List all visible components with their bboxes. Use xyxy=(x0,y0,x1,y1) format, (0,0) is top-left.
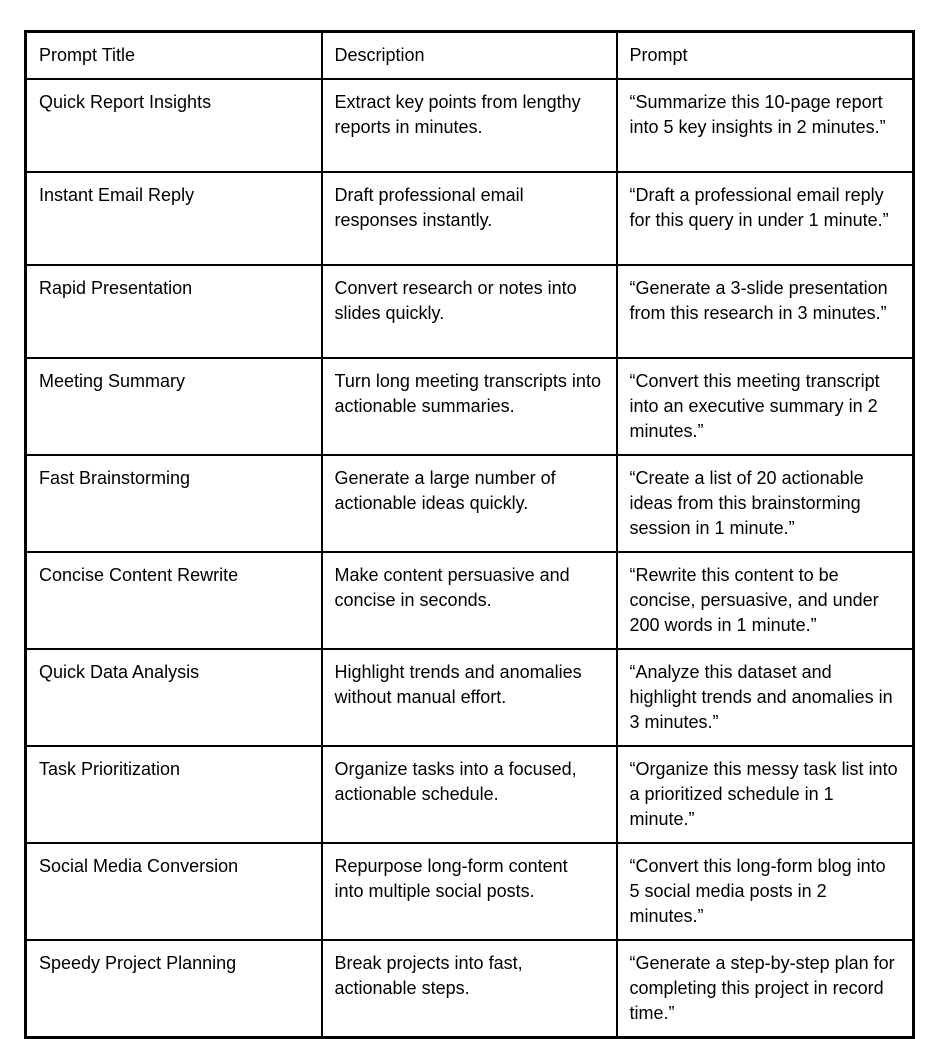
table-row xyxy=(26,79,914,172)
table-row xyxy=(26,649,914,746)
cell-prompt-title: Fast Brainstorming xyxy=(26,455,322,552)
cell-description: Highlight trends and anomalies without manual effort. xyxy=(322,649,617,746)
cell-description: Repurpose long-form content into multiple social posts. xyxy=(322,843,617,940)
cell-prompt-title: Social Media Conversion xyxy=(26,843,322,940)
cell-prompt: “Rewrite this content to be concise, persuasive, and under 200 words in 1 minute.” xyxy=(617,552,914,649)
cell-prompt: “Convert this meeting transcript into an executive summary in 2 minutes.” xyxy=(617,358,914,455)
cell-prompt: “Generate a 3-slide presentation from this research in 3 minutes.” xyxy=(617,265,914,358)
column-header-prompt-title: Prompt Title xyxy=(26,32,322,80)
cell-prompt-title: Instant Email Reply xyxy=(26,172,322,265)
cell-description: Turn long meeting transcripts into actionable summaries. xyxy=(322,358,617,455)
cell-prompt-title: Quick Report Insights xyxy=(26,79,322,172)
table-row xyxy=(26,843,914,940)
cell-prompt-title: Concise Content Rewrite xyxy=(26,552,322,649)
header-row xyxy=(26,32,914,80)
table-row xyxy=(26,552,914,649)
cell-prompt: “Analyze this dataset and highlight trends and anomalies in 3 minutes.” xyxy=(617,649,914,746)
cell-prompt: “Generate a step-by-step plan for completing this project in record time.” xyxy=(617,940,914,1038)
cell-prompt-title: Rapid Presentation xyxy=(26,265,322,358)
cell-prompt: “Convert this long-form blog into 5 social media posts in 2 minutes.” xyxy=(617,843,914,940)
cell-prompt: “Draft a professional email reply for this query in under 1 minute.” xyxy=(617,172,914,265)
prompt-table xyxy=(24,30,915,1039)
table-body xyxy=(26,79,914,1038)
cell-prompt: “Organize this messy task list into a prioritized schedule in 1 minute.” xyxy=(617,746,914,843)
column-header-description: Description xyxy=(322,32,617,80)
cell-prompt-title: Meeting Summary xyxy=(26,358,322,455)
cell-prompt-title: Speedy Project Planning xyxy=(26,940,322,1038)
cell-description: Convert research or notes into slides quickly. xyxy=(322,265,617,358)
table-row xyxy=(26,455,914,552)
table-row xyxy=(26,358,914,455)
cell-description: Break projects into fast, actionable steps. xyxy=(322,940,617,1038)
column-header-prompt: Prompt xyxy=(617,32,914,80)
cell-description: Draft professional email responses instantly. xyxy=(322,172,617,265)
table-header xyxy=(26,32,914,80)
table-row xyxy=(26,172,914,265)
cell-description: Generate a large number of actionable ideas quickly. xyxy=(322,455,617,552)
cell-prompt-title: Task Prioritization xyxy=(26,746,322,843)
cell-prompt: “Summarize this 10-page report into 5 key insights in 2 minutes.” xyxy=(617,79,914,172)
cell-prompt-title: Quick Data Analysis xyxy=(26,649,322,746)
table-row xyxy=(26,940,914,1038)
cell-prompt: “Create a list of 20 actionable ideas from this brainstorming session in 1 minute.” xyxy=(617,455,914,552)
table-row xyxy=(26,265,914,358)
cell-description: Organize tasks into a focused, actionable schedule. xyxy=(322,746,617,843)
cell-description: Extract key points from lengthy reports in minutes. xyxy=(322,79,617,172)
table-row xyxy=(26,746,914,843)
cell-description: Make content persuasive and concise in seconds. xyxy=(322,552,617,649)
